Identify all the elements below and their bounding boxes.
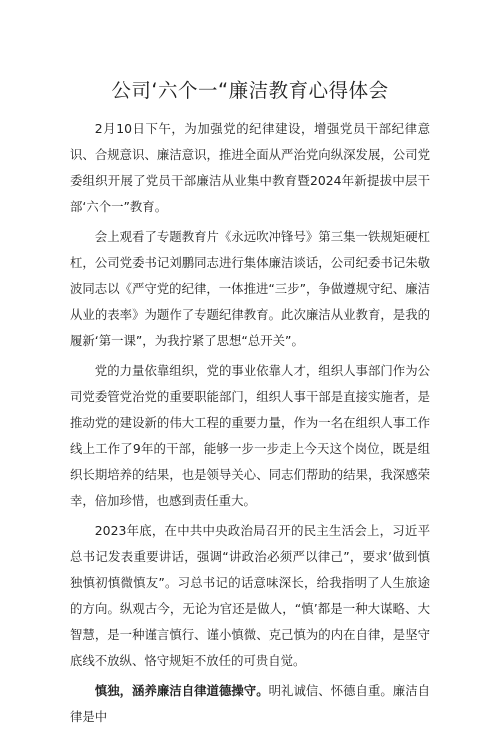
paragraph-5-text: 明礼诚信、怀德自重。廉洁自律是中 [70, 683, 431, 724]
paragraph-5-bold-lead: 慎独，涵养廉洁自律道德操守。 [94, 683, 269, 698]
paragraph-3: 党的力量依靠组织，党的事业依靠人才，组织人事部门作为公司党委管党治党的重要职能部门，组织人事干部是直接实施者，是推动党的建设新的伟大工程的重要力量，作为一名在组织人事工作线上工作了9年的干部，能够一步一步走上今天这个岗位，既是组织长期培养的结果，也是领导关心、同志们帮助的结果，我深感荣幸，倍加珍惜，也感到责任重大。 [70, 363, 430, 508]
paragraph-1: 2月10日下午，为加强党的纪律建设，增强党员干部纪律意识、合规意识、廉洁意识，推进全面从严治党向纵深发展，公司党委组织开展了党员干部廉洁从业集中教育暨2024年新提拔中层干部‘六个一”教育。 [70, 121, 430, 214]
page-title: 公司‘六个一“廉洁教育心得体会 [111, 79, 389, 102]
paragraph-2: 会上观看了专题教育片《永远吹冲锋号》第三集一铁规矩硬杠杠，公司党委书记刘鹏同志进行集体廉洁谈话，公司纪委书记朱敬波同志以《严守党的纪律，一体推进“三步”，争做遵规守纪、廉洁从业的表率》为题作了专题纪律教育。此次廉洁从业教育，是我的履新‘第一课”，为我拧紧了思想“总开关”。 [70, 229, 430, 348]
paragraph-5 [70, 678, 430, 730]
paragraph-4: 2023年底，在中共中央政治局召开的民主生活会上，习近平总书记发表重要讲话，强调“讲政治必须严以律己”，要求’做到慎独慎初慎微慎友”。习总书记的话意味深长，给我指明了人生旅途的方向。纵观古今，无论为官还是做人，“慎’都是一种大谋略、大智慧，是一种谨言慎行、谨小慎微、克己慎为的内在自律，是坚守底线不放纵、恪守规矩不放任的可贵自觉。 [70, 523, 430, 668]
